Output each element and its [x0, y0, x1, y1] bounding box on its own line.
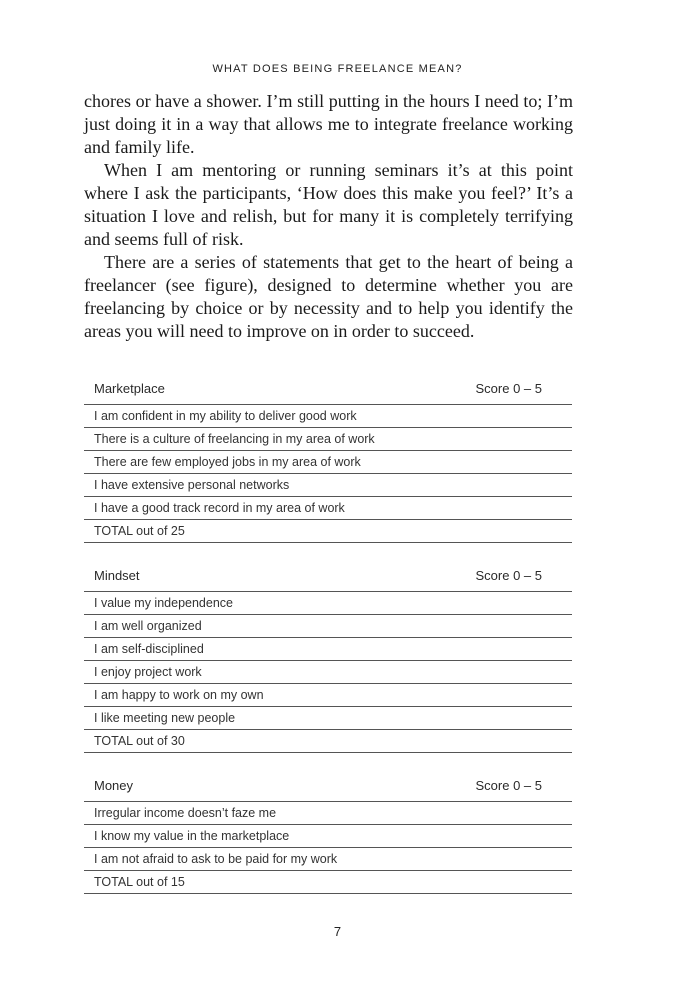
table-row: Irregular income doesn’t faze me [84, 802, 572, 825]
marketplace-table [84, 373, 572, 543]
table-header [84, 770, 572, 802]
table-row: I am confident in my ability to deliver good work [84, 405, 572, 428]
score-tables [84, 373, 572, 911]
mindset-table [84, 560, 572, 753]
table-row: I am not afraid to ask to be paid for my work [84, 848, 572, 871]
table-row: I have extensive personal networks [84, 474, 572, 497]
table-row: There are few employed jobs in my area of work [84, 451, 572, 474]
page-number: 7 [333, 924, 342, 939]
paragraph: There are a series of statements that get to the heart of being a freelancer (see figure), designed to determine whether you are freelancing by choice or by necessity and to help you identify the areas you will need to improve on in order to succeed. [84, 252, 573, 341]
score-label: Score 0 – 5 [475, 568, 542, 583]
running-head: WHAT DOES BEING FREELANCE MEAN? [212, 63, 463, 75]
table-row: I value my independence [84, 592, 572, 615]
table-row: I like meeting new people [84, 707, 572, 730]
score-label: Score 0 – 5 [475, 381, 542, 396]
table-row: I enjoy project work [84, 661, 572, 684]
paragraph: When I am mentoring or running seminars it’s at this point where I ask the participants, ‘How does this make you feel?’ It’s a situation I love and relish, but for many it is completely terrifying and seems full of risk. [84, 160, 573, 249]
table-row: There is a culture of freelancing in my area of work [84, 428, 572, 451]
table-header [84, 560, 572, 592]
score-label: Score 0 – 5 [475, 778, 542, 793]
table-row: I am happy to work on my own [84, 684, 572, 707]
section-title: Mindset [94, 568, 140, 583]
money-table [84, 770, 572, 894]
paragraph: chores or have a shower. I’m still putting in the hours I need to; I’m just doing it in a way that allows me to integrate freelance working and family life. [84, 91, 573, 157]
total-row: TOTAL out of 15 [84, 871, 572, 894]
section-title: Money [94, 778, 134, 793]
table-row: I am well organized [84, 615, 572, 638]
total-row: TOTAL out of 25 [84, 520, 572, 543]
table-row: I am self-disciplined [84, 638, 572, 661]
total-row: TOTAL out of 30 [84, 730, 572, 753]
section-title: Marketplace [94, 381, 165, 396]
table-row: I know my value in the marketplace [84, 825, 572, 848]
table-header [84, 373, 572, 405]
table-row: I have a good track record in my area of work [84, 497, 572, 520]
body-text [84, 90, 573, 343]
